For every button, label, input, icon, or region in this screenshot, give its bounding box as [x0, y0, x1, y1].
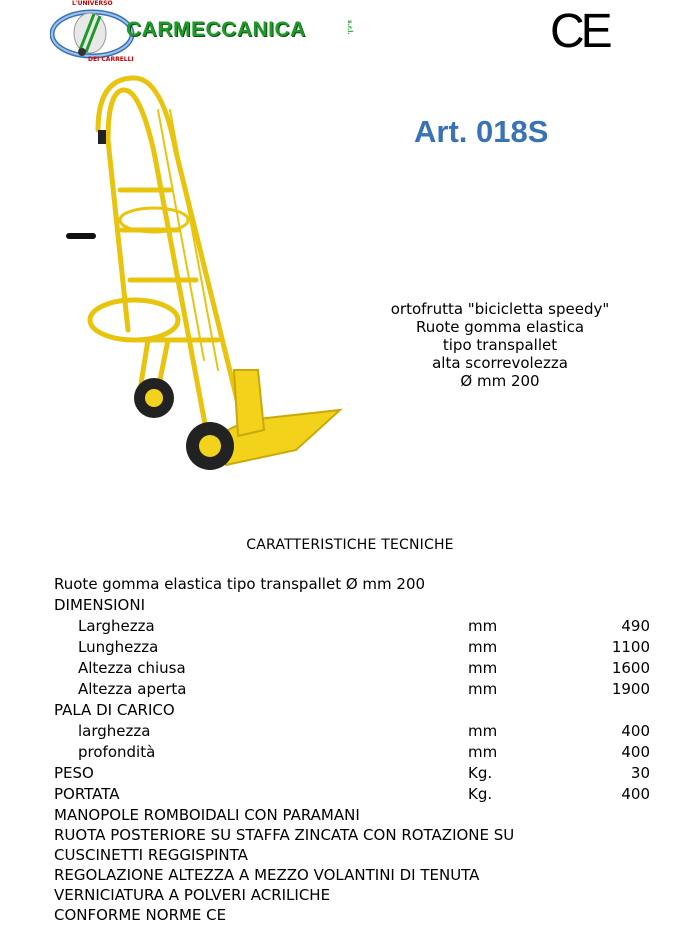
spec-label: RUOTA POSTERIORE SU STAFFA ZINCATA CON ROTAZIONE SU: [54, 826, 515, 844]
spec-label: Altezza aperta: [78, 680, 187, 698]
description-line: ortofrutta "bicicletta speedy": [390, 300, 610, 318]
spec-row: [54, 763, 654, 784]
product-description: [350, 300, 650, 390]
brand-name: CARMECCANICA: [126, 18, 306, 41]
spec-unit: mm: [468, 680, 498, 698]
ce-mark: CE: [550, 5, 609, 58]
description-line: Ruote gomma elastica: [415, 318, 585, 336]
spec-label: PALA DI CARICO: [54, 701, 175, 719]
spec-label: DIMENSIONI: [54, 596, 146, 614]
spec-label: REGOLAZIONE ALTEZZA A MEZZO VOLANTINI DI TENUTA: [54, 866, 480, 884]
spec-label: PESO: [54, 764, 94, 782]
spec-row: [54, 805, 654, 825]
spec-label: profondità: [78, 743, 156, 761]
logo-tagline-top: L'UNIVERSO: [72, 0, 113, 7]
brand-suffix: s.r.l.: [346, 20, 353, 35]
spec-row: [54, 658, 654, 679]
description-line: alta scorrevolezza: [432, 354, 568, 372]
spec-row: [54, 825, 654, 845]
spec-row: [54, 700, 654, 721]
spec-row: [54, 616, 654, 637]
specs-title: CARATTERISTICHE TECNICHE: [246, 537, 454, 553]
spec-row: [54, 574, 654, 595]
spec-value: 490: [621, 617, 650, 635]
logo-tagline-bottom: DEI CARRELLI: [88, 56, 134, 63]
spec-row: [54, 637, 654, 658]
spec-label: Ruote gomma elastica tipo transpallet Ø mm 200: [54, 575, 426, 593]
description-line: Ø mm 200: [460, 372, 540, 390]
spec-row: [54, 845, 654, 865]
spec-value: 1100: [611, 638, 650, 656]
spec-label: PORTATA: [54, 785, 120, 803]
spec-label: MANOPOLE ROMBOIDALI CON PARAMANI: [54, 806, 360, 824]
spec-row: [54, 885, 654, 905]
description-line: tipo transpallet: [442, 336, 558, 354]
spec-row: [54, 905, 654, 925]
spec-unit: Kg.: [468, 764, 493, 782]
specs-table: [54, 574, 654, 925]
spec-value: 400: [621, 722, 650, 740]
spec-row: [54, 595, 654, 616]
spec-label: Larghezza: [78, 617, 155, 635]
spec-row: [54, 742, 654, 763]
spec-value: 400: [621, 743, 650, 761]
spec-unit: mm: [468, 722, 498, 740]
product-image: [58, 70, 348, 475]
spec-unit: mm: [468, 638, 498, 656]
spec-label: VERNICIATURA A POLVERI ACRILICHE: [54, 886, 331, 904]
spec-unit: mm: [468, 659, 498, 677]
spec-unit: mm: [468, 743, 498, 761]
spec-unit: Kg.: [468, 785, 493, 803]
spec-label: CONFORME NORME CE: [54, 906, 227, 924]
spec-value: 1600: [611, 659, 650, 677]
spec-unit: mm: [468, 617, 498, 635]
spec-value: 1900: [611, 680, 650, 698]
spec-value: 30: [630, 764, 650, 782]
spec-row: [54, 865, 654, 885]
article-code: Art. 018S: [414, 114, 549, 149]
spec-value: 400: [621, 785, 650, 803]
spec-row: [54, 679, 654, 700]
spec-label: Lunghezza: [78, 638, 159, 656]
spec-label: CUSCINETTI REGGISPINTA: [54, 846, 248, 864]
spec-row: [54, 784, 654, 805]
spec-label: larghezza: [78, 722, 151, 740]
spec-label: Altezza chiusa: [78, 659, 186, 677]
spec-row: [54, 721, 654, 742]
